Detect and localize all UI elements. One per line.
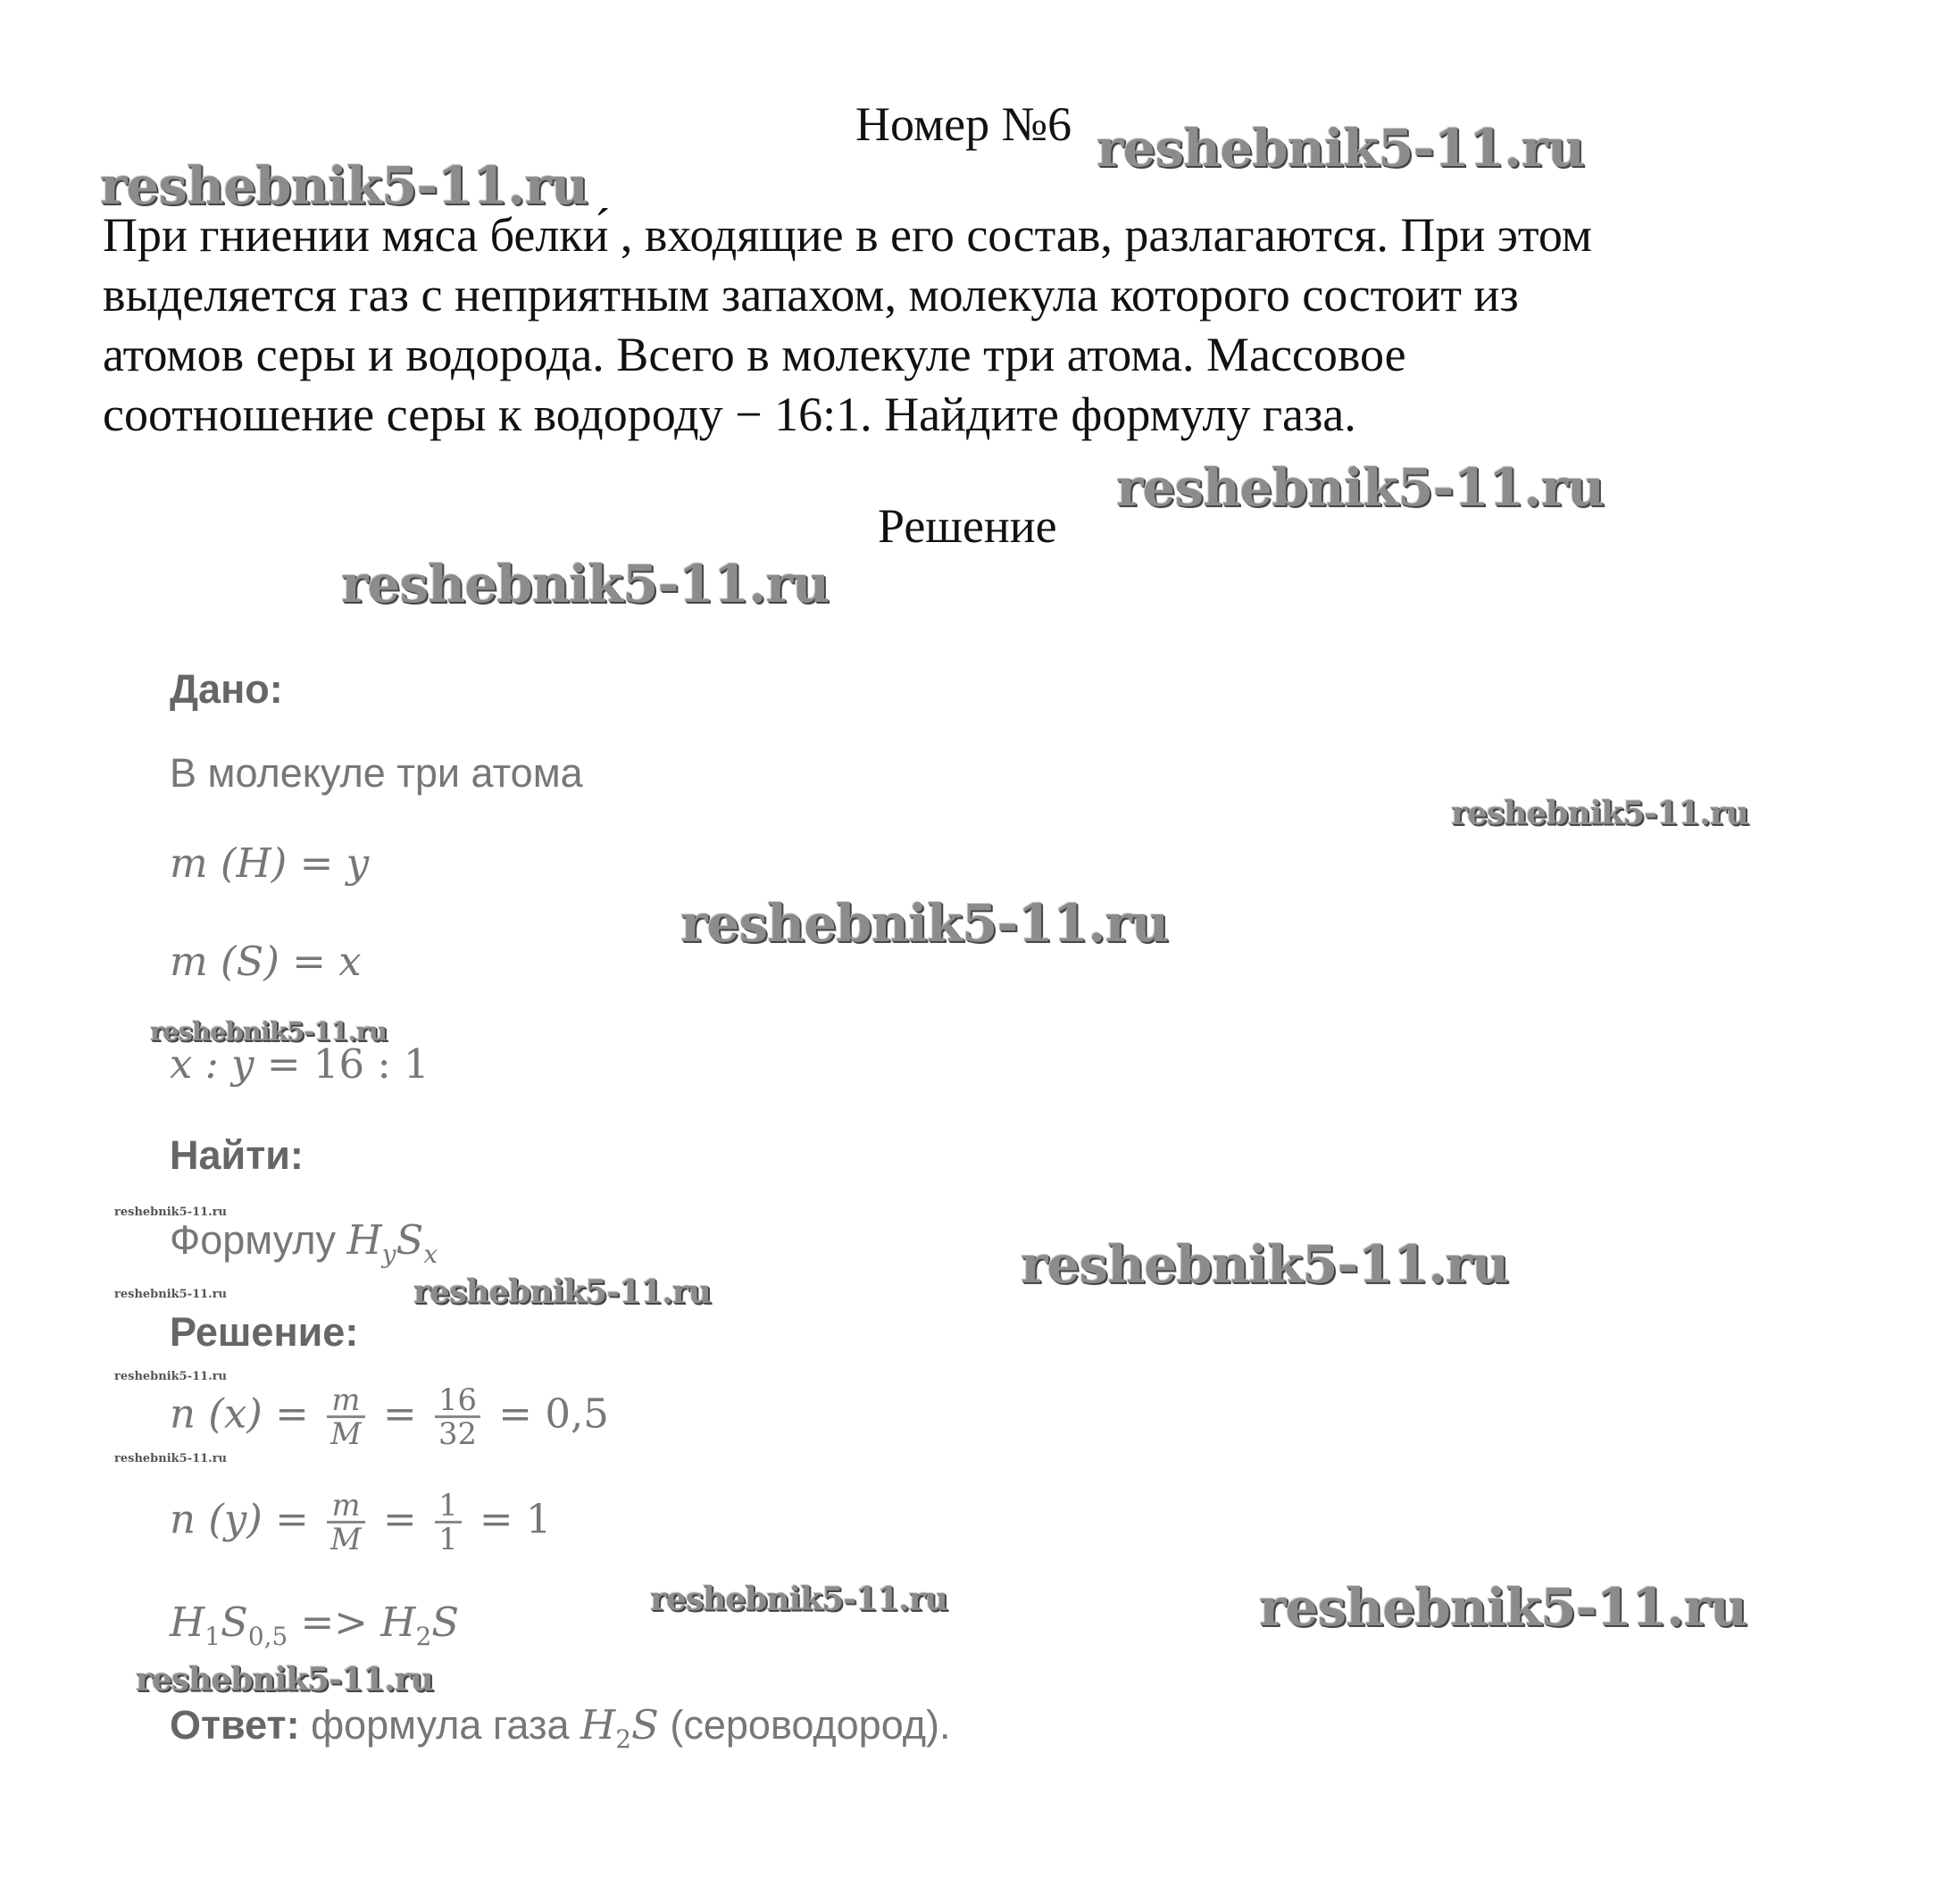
find-label: Найти: xyxy=(170,1132,304,1178)
fraction-m-over-M: $\frac{m}{M}$ xyxy=(327,1490,365,1556)
solution-label: Решение: xyxy=(170,1309,359,1355)
problem-line: атомов серы и водорода. Всего в молекуле три атома. Массовое xyxy=(103,328,1406,381)
fraction-m-over-M: $\frac{m}{M}$ xyxy=(327,1384,365,1450)
watermark: reshebnik5-11.ru xyxy=(114,1288,228,1301)
problem-line: При гниении мяса белки́ , входящие в его состав, разлагаются. При этом xyxy=(103,208,1592,262)
watermark: reshebnik5-11.ru xyxy=(1097,118,1585,179)
given-label: Дано: xyxy=(170,666,283,712)
watermark: reshebnik5-11.ru xyxy=(680,893,1169,954)
problem-line: выделяется газ с неприятным запахом, молекула которого состоит из xyxy=(103,268,1519,321)
fraction-1-over-1: $\frac{1}{1}$ xyxy=(435,1490,461,1556)
formula-conversion-line: $H_1S_{0,5} => H_2S$ xyxy=(170,1598,460,1651)
fraction-16-over-32: $\frac{16}{32}$ xyxy=(435,1384,480,1450)
watermark: reshebnik5-11.ru xyxy=(114,1206,228,1219)
watermark: reshebnik5-11.ru xyxy=(341,554,830,614)
mass-hydrogen-line: m (H) = y xyxy=(170,839,370,887)
moles-y-line: n (y) = $\frac{m}{M}$ = $\frac{1}{1}$ = 1 xyxy=(170,1488,552,1557)
find-text: Формулу $H_yS_x$ xyxy=(170,1216,438,1269)
watermark: reshebnik5-11.ru xyxy=(1021,1234,1509,1295)
watermark: reshebnik5-11.ru xyxy=(150,1016,388,1047)
problem-text xyxy=(103,205,1889,445)
watermark: reshebnik5-11.ru xyxy=(650,1581,947,1618)
ratio-line: x : y = 16 : 1 xyxy=(170,1040,430,1088)
formula-hysx: $H_yS_x$ xyxy=(346,1216,438,1269)
moles-x-line: n (x) = $\frac{m}{M}$ = $\frac{16}{32}$ = 0,5 xyxy=(170,1382,609,1452)
formula-h2s: $H_2S$ xyxy=(580,1701,659,1754)
problem-line: соотношение серы к водороду − 16:1. Найдите формулу газа. xyxy=(103,388,1356,441)
watermark: reshebnik5-11.ru xyxy=(1259,1577,1747,1638)
watermark: reshebnik5-11.ru xyxy=(413,1273,711,1311)
solution-heading: Решение xyxy=(878,499,1057,553)
watermark: reshebnik5-11.ru xyxy=(1451,795,1748,832)
given-text: В молекуле три атома xyxy=(170,750,583,796)
mass-sulfur-line: m (S) = x xyxy=(170,938,362,985)
watermark: reshebnik5-11.ru xyxy=(114,1370,228,1383)
answer-line: Ответ: формула газа $H_2S$ (сероводород). xyxy=(170,1701,951,1754)
watermark: reshebnik5-11.ru xyxy=(136,1661,433,1699)
page-title: Номер №6 xyxy=(855,97,1072,151)
watermark: reshebnik5-11.ru xyxy=(114,1452,228,1465)
watermark: reshebnik5-11.ru xyxy=(100,155,588,216)
watermark: reshebnik5-11.ru xyxy=(1116,457,1605,518)
